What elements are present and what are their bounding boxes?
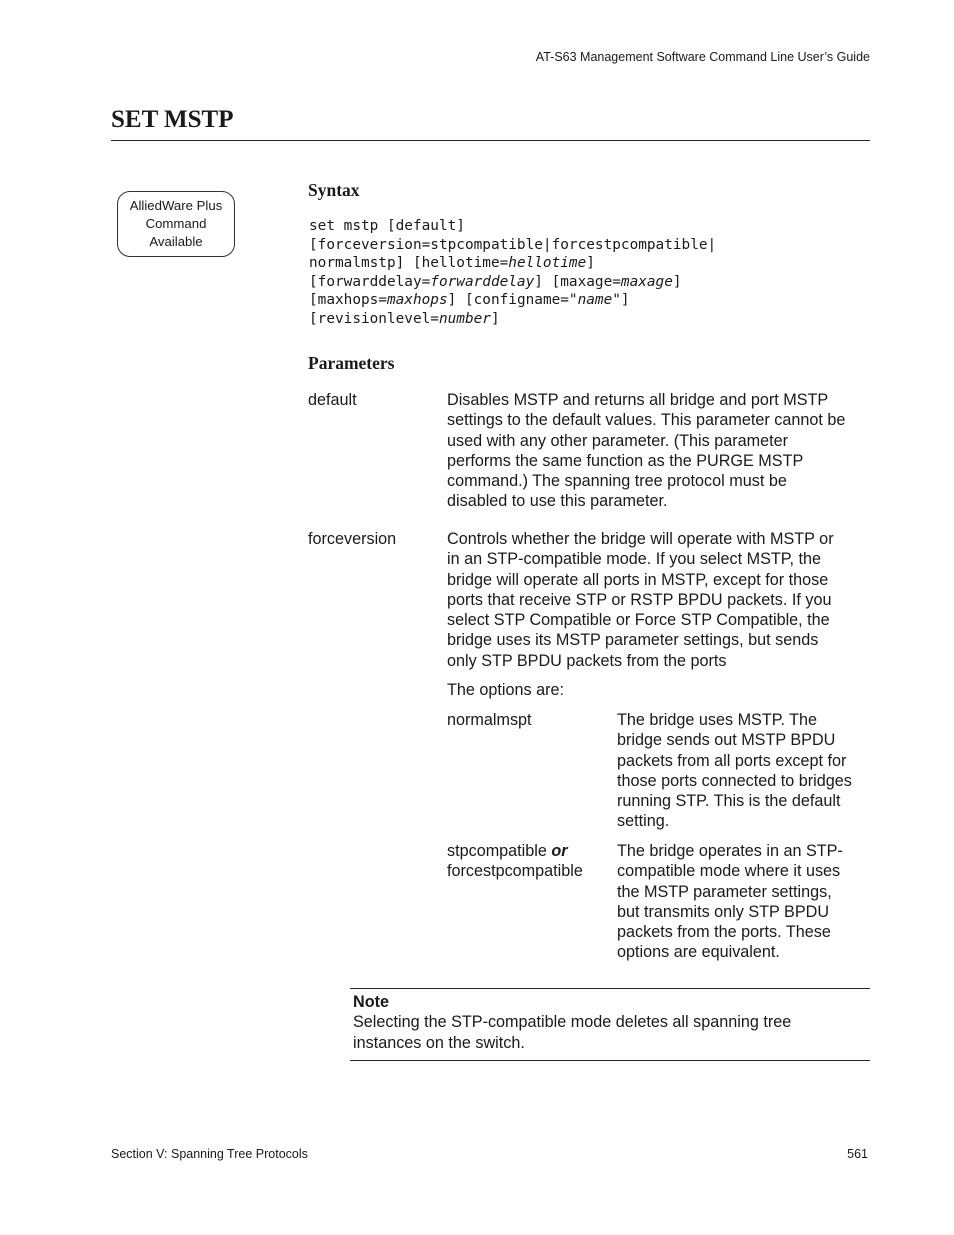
param-desc-default: Disables MSTP and returns all bridge and port MSTP settings to the default values. This parameter cannot be used with any other parameter. (This parameter performs the same function as the PURGE MSTP command.) The spanning tree protocol must be disabled to use this parameter. bbox=[447, 391, 846, 511]
syntax-code-block bbox=[309, 217, 716, 329]
syntax-line-1: set mstp [default] bbox=[309, 218, 465, 234]
footer-page-number: 561 bbox=[847, 1147, 868, 1161]
option-desc-stpcompatible: The bridge operates in an STP- compatible mode where it uses the MSTP parameter settings, but transmits only STP BPDU packets from the ports. These options are equivalent. bbox=[617, 842, 843, 962]
maxhops-placeholder: maxhops bbox=[386, 292, 448, 309]
title-divider bbox=[111, 140, 870, 141]
number-placeholder: number bbox=[438, 310, 491, 327]
note-text-line-2: instances on the switch. bbox=[353, 1033, 525, 1052]
footer-section: Section V: Spanning Tree Protocols bbox=[111, 1147, 308, 1161]
running-header: AT-S63 Management Software Command Line User’s Guide bbox=[535, 50, 870, 64]
param-name-default: default bbox=[308, 391, 357, 409]
maxage-placeholder: maxage bbox=[620, 273, 673, 290]
note-label: Note bbox=[353, 993, 389, 1011]
parameters-heading: Parameters bbox=[308, 353, 395, 373]
param-desc-forceversion: Controls whether the bridge will operate with MSTP or in an STP-compatible mode. If you select MSTP, the bridge will operate all ports in MSTP, except for those ports that receive STP or RSTP BPDU packets. If you select STP Compatible or Force STP Compatible, the bridge uses its MSTP parameter settings, but sends only STP BPDU packets from the ports bbox=[447, 530, 834, 670]
badge-line-2: Command bbox=[145, 216, 207, 231]
syntax-line-3: normalmstp] [hellotime=hellotime] bbox=[309, 255, 595, 272]
syntax-heading: Syntax bbox=[308, 180, 360, 200]
syntax-line-5: [maxhops=maxhops] [configname="name"] bbox=[309, 292, 630, 309]
option-name-stpcompatible: stpcompatible or forcestpcompatible bbox=[447, 842, 583, 881]
param-name-forceversion: forceversion bbox=[308, 530, 397, 548]
hellotime-placeholder: hellotime bbox=[508, 255, 587, 272]
syntax-line-2: [forceversion=stpcompatible|forcestpcompatible| bbox=[309, 236, 717, 253]
syntax-line-6: [revisionlevel=number] bbox=[309, 310, 500, 327]
options-intro: The options are: bbox=[447, 681, 564, 699]
page-title: SET MSTP bbox=[111, 106, 234, 133]
note-text-line-1: Selecting the STP-compatible mode deletes all spanning tree bbox=[353, 1013, 792, 1032]
name-placeholder: name bbox=[577, 292, 613, 309]
option-name-normalmspt: normalmspt bbox=[447, 711, 532, 729]
badge-line-3: Available bbox=[149, 234, 203, 249]
badge-line-1: AlliedWare Plus bbox=[129, 198, 223, 213]
syntax-line-4: [forwarddelay=forwarddelay] [maxage=maxage] bbox=[309, 273, 682, 290]
alliedware-plus-badge bbox=[117, 191, 235, 257]
forwarddelay-placeholder: forwarddelay bbox=[430, 273, 535, 290]
option-desc-normalmspt: The bridge uses MSTP. The bridge sends out MSTP BPDU packets from all ports except for those ports connected to bridges running STP. This is the default setting. bbox=[617, 711, 852, 831]
note-box bbox=[350, 988, 870, 1061]
